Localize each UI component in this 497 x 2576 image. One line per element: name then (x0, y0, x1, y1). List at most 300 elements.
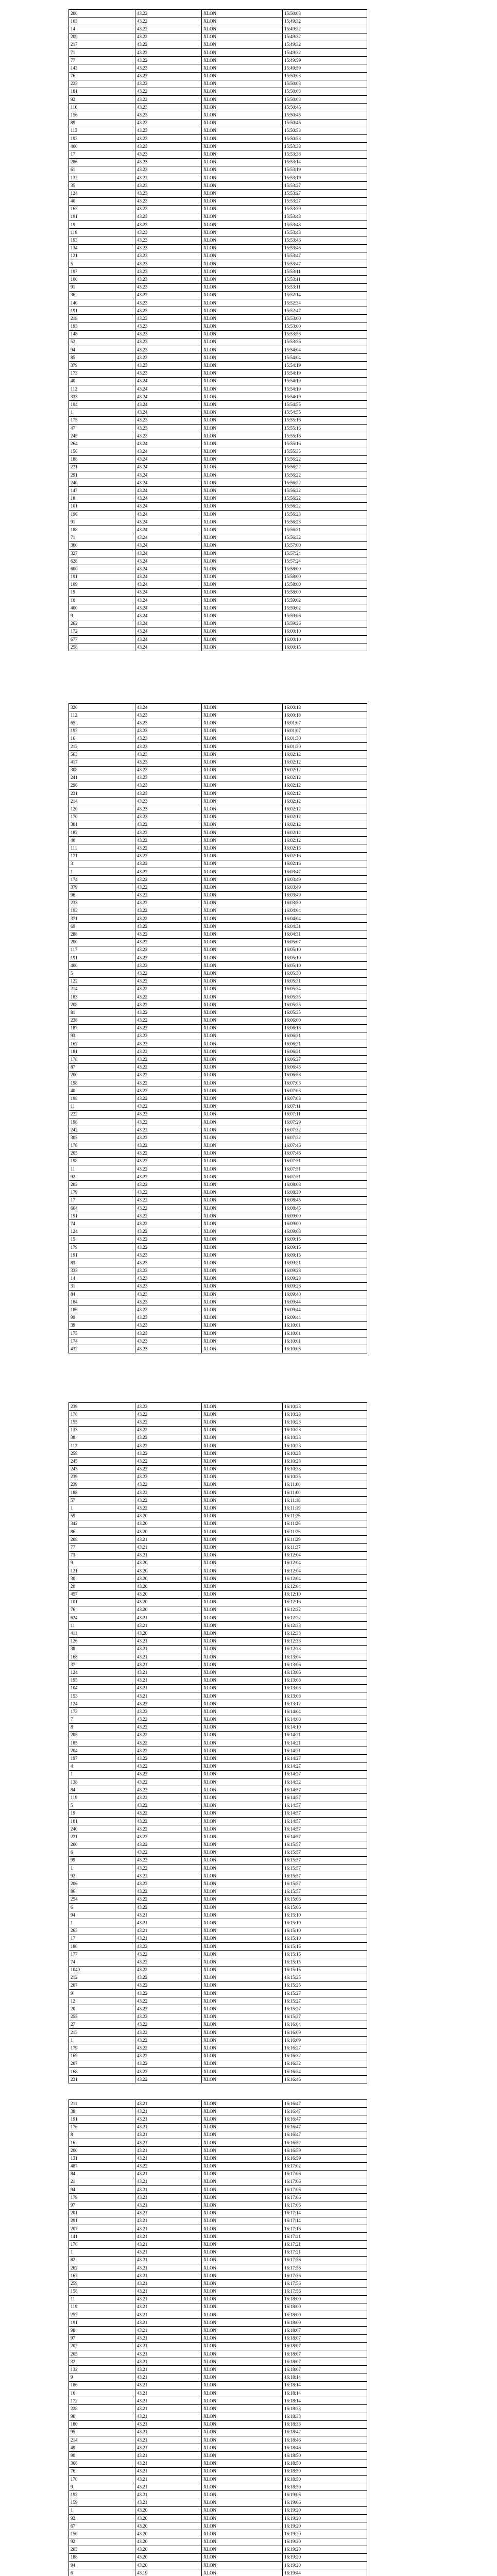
market-cell: XLON (202, 1676, 283, 1684)
time-cell: 16:18:46 (283, 2436, 367, 2444)
price-cell: 43.21 (135, 2311, 202, 2319)
volume-cell: 27 (69, 2021, 135, 2028)
price-cell: 43.21 (135, 2452, 202, 2460)
time-cell: 15:50:03 (283, 88, 367, 95)
volume-cell: 200 (69, 1841, 135, 1849)
time-cell: 15:53:47 (283, 260, 367, 268)
table-row (69, 2538, 367, 2546)
volume-cell: 20 (69, 2005, 135, 2013)
price-cell: 43.24 (135, 643, 202, 651)
time-cell: 16:07:11 (283, 1103, 367, 1110)
time-cell: 16:16:27 (283, 2044, 367, 2052)
time-cell: 15:58:00 (283, 573, 367, 581)
volume-cell: 193 (69, 236, 135, 244)
market-cell: XLON (202, 1314, 283, 1321)
time-cell: 15:50:03 (283, 72, 367, 80)
price-cell: 43.21 (135, 1919, 202, 1927)
time-cell: 15:50:03 (283, 96, 367, 104)
table-row (69, 229, 367, 236)
table-row (69, 2076, 367, 2083)
price-cell: 43.23 (135, 424, 202, 432)
time-cell: 16:10:01 (283, 1321, 367, 1329)
price-cell: 43.23 (135, 432, 202, 440)
table-row (69, 455, 367, 463)
time-cell: 16:18:07 (283, 2334, 367, 2342)
time-cell: 16:19:20 (283, 2538, 367, 2546)
volume-cell: 180 (69, 1942, 135, 1950)
market-cell: XLON (202, 876, 283, 884)
market-cell: XLON (202, 860, 283, 868)
price-cell: 43.22 (135, 1997, 202, 2005)
market-cell: XLON (202, 2553, 283, 2561)
time-cell: 16:04:04 (283, 915, 367, 923)
volume-cell: 119 (69, 2303, 135, 2311)
price-cell: 43.22 (135, 1411, 202, 1418)
volume-cell: 167 (69, 2272, 135, 2280)
volume-cell: 172 (69, 2397, 135, 2405)
volume-cell: 201 (69, 2209, 135, 2217)
time-cell: 16:19:20 (283, 2562, 367, 2569)
market-cell: XLON (202, 1630, 283, 1637)
price-cell: 43.21 (135, 2256, 202, 2264)
volume-cell: 6 (69, 1904, 135, 1911)
time-cell: 16:09:00 (283, 1220, 367, 1228)
price-cell: 43.21 (135, 2327, 202, 2334)
time-cell: 16:17:56 (283, 2272, 367, 2280)
table-row (69, 1551, 367, 1559)
time-cell: 16:15:57 (283, 1841, 367, 1849)
table-row (69, 612, 367, 620)
time-cell: 16:07:51 (283, 1173, 367, 1181)
volume-cell: 170 (69, 2476, 135, 2483)
table-row (69, 962, 367, 970)
volume-cell: 1 (69, 2506, 135, 2514)
volume-cell: 76 (69, 1606, 135, 1614)
volume-cell: 174 (69, 1337, 135, 1345)
volume-cell: 94 (69, 346, 135, 354)
market-cell: XLON (202, 330, 283, 338)
price-cell: 43.22 (135, 1958, 202, 1966)
table-row (69, 1653, 367, 1661)
price-cell: 43.24 (135, 463, 202, 471)
price-cell: 43.23 (135, 1330, 202, 1337)
volume-cell: 174 (69, 876, 135, 884)
market-cell: XLON (202, 2060, 283, 2067)
time-cell: 16:02:12 (283, 766, 367, 774)
time-cell: 16:05:10 (283, 946, 367, 954)
table-row (69, 471, 367, 479)
volume-cell: 238 (69, 1016, 135, 1024)
table-row (69, 1904, 367, 1911)
volume-cell: 126 (69, 1637, 135, 1645)
time-cell: 15:57:24 (283, 549, 367, 557)
table-row (69, 1118, 367, 1126)
table-row (69, 1251, 367, 1259)
table-row (69, 1669, 367, 1676)
price-cell: 43.22 (135, 1165, 202, 1173)
volume-cell: 191 (69, 2115, 135, 2123)
table-row (69, 1205, 367, 1212)
time-cell: 15:56:23 (283, 518, 367, 526)
table-row (69, 1282, 367, 1290)
volume-cell: 138 (69, 1778, 135, 1786)
volume-cell: 86 (69, 1528, 135, 1536)
time-cell: 16:05:10 (283, 962, 367, 970)
time-cell: 16:15:10 (283, 1935, 367, 1942)
table-row (69, 495, 367, 502)
market-cell: XLON (202, 1951, 283, 1958)
table-row (69, 291, 367, 299)
time-cell: 16:07:46 (283, 1142, 367, 1149)
price-cell: 43.21 (135, 1669, 202, 1676)
market-cell: XLON (202, 2327, 283, 2334)
volume-cell: 39 (69, 1321, 135, 1329)
volume-cell: 241 (69, 774, 135, 782)
price-cell: 43.21 (135, 2295, 202, 2303)
market-cell: XLON (202, 252, 283, 260)
volume-cell: 193 (69, 907, 135, 914)
table-row (69, 1802, 367, 1809)
price-cell: 43.21 (135, 1661, 202, 1669)
time-cell: 16:09:21 (283, 1259, 367, 1267)
time-cell: 16:02:12 (283, 805, 367, 813)
market-cell: XLON (202, 711, 283, 719)
price-cell: 43.23 (135, 369, 202, 377)
price-cell: 43.22 (135, 1856, 202, 1864)
market-cell: XLON (202, 1669, 283, 1676)
volume-cell: 132 (69, 174, 135, 181)
table-row (69, 1645, 367, 1653)
price-cell: 43.23 (135, 276, 202, 283)
price-cell: 43.23 (135, 805, 202, 813)
price-cell: 43.22 (135, 1009, 202, 1016)
market-cell: XLON (202, 1079, 283, 1087)
price-cell: 43.21 (135, 1637, 202, 1645)
volume-cell: 124 (69, 1228, 135, 1235)
price-cell: 43.23 (135, 1275, 202, 1282)
table-row (69, 2147, 367, 2155)
volume-cell: 97 (69, 2201, 135, 2209)
volume-cell: 202 (69, 1181, 135, 1189)
volume-cell: 192 (69, 2491, 135, 2499)
market-cell: XLON (202, 354, 283, 362)
market-cell: XLON (202, 2350, 283, 2358)
table-row (69, 790, 367, 798)
volume-cell: 132 (69, 2366, 135, 2374)
market-cell: XLON (202, 244, 283, 252)
market-cell: XLON (202, 236, 283, 244)
table-row (69, 2452, 367, 2460)
table-row (69, 1919, 367, 1927)
time-cell: 16:15:57 (283, 1888, 367, 1895)
price-cell: 43.22 (135, 1895, 202, 1903)
time-cell: 16:18:14 (283, 2374, 367, 2381)
time-cell: 16:14:04 (283, 1708, 367, 1716)
volume-cell: 15 (69, 1235, 135, 1243)
table-row (69, 1056, 367, 1063)
time-cell: 16:11:26 (283, 1512, 367, 1520)
volume-cell: 308 (69, 766, 135, 774)
market-cell: XLON (202, 1958, 283, 1966)
time-cell: 15:53:00 (283, 323, 367, 330)
table-row (69, 751, 367, 758)
volume-cell: 200 (69, 938, 135, 946)
time-cell: 15:54:55 (283, 409, 367, 416)
time-cell: 16:07:03 (283, 1087, 367, 1095)
volume-cell: 90 (69, 2452, 135, 2460)
table-row (69, 1872, 367, 1880)
market-cell: XLON (202, 2225, 283, 2233)
time-cell: 16:12:04 (283, 1551, 367, 1559)
time-cell: 16:18:07 (283, 2350, 367, 2358)
market-cell: XLON (202, 2499, 283, 2506)
time-cell: 16:14:21 (283, 1739, 367, 1747)
time-cell: 16:18:33 (283, 2420, 367, 2428)
volume-cell: 198 (69, 1157, 135, 1165)
volume-cell: 240 (69, 1825, 135, 1833)
table-row (69, 2178, 367, 2185)
price-cell: 43.22 (135, 977, 202, 985)
price-cell: 43.22 (135, 1228, 202, 1235)
price-cell: 43.22 (135, 1173, 202, 1181)
volume-cell: 400 (69, 143, 135, 150)
market-cell: XLON (202, 758, 283, 766)
market-cell: XLON (202, 33, 283, 41)
price-cell: 43.22 (135, 993, 202, 1001)
price-cell: 43.23 (135, 299, 202, 307)
time-cell: 15:53:56 (283, 338, 367, 346)
table-row (69, 2413, 367, 2420)
time-cell: 16:14:57 (283, 1817, 367, 1825)
trade-table-page-2 (68, 703, 367, 1353)
volume-cell: 124 (69, 1700, 135, 1708)
table-row (69, 1173, 367, 1181)
time-cell: 16:18:50 (283, 2467, 367, 2475)
table-row (69, 111, 367, 119)
table-row (69, 1235, 367, 1243)
time-cell: 16:04:31 (283, 923, 367, 930)
volume-cell: 76 (69, 2467, 135, 2475)
table-row (69, 1291, 367, 1298)
time-cell: 16:12:10 (283, 1590, 367, 1598)
price-cell: 43.24 (135, 604, 202, 612)
price-cell: 43.22 (135, 1904, 202, 1911)
market-cell: XLON (202, 1251, 283, 1259)
market-cell: XLON (202, 495, 283, 502)
table-row (69, 2100, 367, 2108)
volume-cell: 4 (69, 1762, 135, 1770)
market-cell: XLON (202, 2037, 283, 2044)
market-cell: XLON (202, 2264, 283, 2272)
table-row (69, 1700, 367, 1708)
volume-cell: 320 (69, 704, 135, 711)
volume-cell: 191 (69, 954, 135, 962)
price-cell: 43.22 (135, 954, 202, 962)
table-row (69, 1770, 367, 1778)
price-cell: 43.21 (135, 2131, 202, 2139)
price-cell: 43.21 (135, 2186, 202, 2194)
price-cell: 43.23 (135, 127, 202, 134)
price-cell: 43.22 (135, 852, 202, 860)
volume-cell: 16 (69, 2139, 135, 2146)
table-row (69, 1314, 367, 1321)
market-cell: XLON (202, 346, 283, 354)
time-cell: 16:15:15 (283, 1958, 367, 1966)
price-cell: 43.23 (135, 1298, 202, 1306)
market-cell: XLON (202, 2397, 283, 2405)
volume-cell: 172 (69, 628, 135, 635)
volume-cell: 92 (69, 2538, 135, 2546)
price-cell: 43.24 (135, 588, 202, 596)
market-cell: XLON (202, 1157, 283, 1165)
market-cell: XLON (202, 899, 283, 907)
volume-cell: 84 (69, 2170, 135, 2178)
volume-cell: 92 (69, 96, 135, 104)
price-cell: 43.23 (135, 323, 202, 330)
market-cell: XLON (202, 268, 283, 276)
time-cell: 16:12:33 (283, 1622, 367, 1630)
volume-cell: 9 (69, 1559, 135, 1567)
price-cell: 43.23 (135, 1337, 202, 1345)
table-row (69, 2553, 367, 2561)
price-cell: 43.21 (135, 2358, 202, 2366)
table-row (69, 1833, 367, 1841)
volume-cell: 262 (69, 2264, 135, 2272)
table-row (69, 774, 367, 782)
market-cell: XLON (202, 1942, 283, 1950)
market-cell: XLON (202, 620, 283, 628)
time-cell: 16:15:15 (283, 1942, 367, 1950)
price-cell: 43.21 (135, 2123, 202, 2131)
time-cell: 16:09:15 (283, 1243, 367, 1251)
market-cell: XLON (202, 182, 283, 190)
market-cell: XLON (202, 891, 283, 899)
volume-cell: 85 (69, 354, 135, 362)
market-cell: XLON (202, 2194, 283, 2201)
volume-cell: 239 (69, 1403, 135, 1411)
table-row (69, 2499, 367, 2506)
volume-cell: 1 (69, 1919, 135, 1927)
time-cell: 16:01:30 (283, 742, 367, 750)
market-cell: XLON (202, 821, 283, 828)
price-cell: 43.20 (135, 2530, 202, 2538)
volume-cell: 214 (69, 798, 135, 805)
time-cell: 16:05:35 (283, 1009, 367, 1016)
volume-cell: 5 (69, 260, 135, 268)
price-cell: 43.22 (135, 907, 202, 914)
time-cell: 16:02:12 (283, 837, 367, 844)
volume-cell: 379 (69, 362, 135, 369)
volume-cell: 74 (69, 1958, 135, 1966)
market-cell: XLON (202, 1512, 283, 1520)
price-cell: 43.22 (135, 1040, 202, 1048)
volume-cell: 94 (69, 2562, 135, 2569)
volume-cell: 181 (69, 88, 135, 95)
price-cell: 43.24 (135, 534, 202, 541)
time-cell: 16:18:50 (283, 2483, 367, 2491)
table-row (69, 628, 367, 635)
time-cell: 15:56:32 (283, 534, 367, 541)
table-row (69, 1465, 367, 1473)
price-cell: 43.21 (135, 2350, 202, 2358)
price-cell: 43.22 (135, 2052, 202, 2060)
volume-cell: 191 (69, 307, 135, 315)
table-row (69, 385, 367, 393)
time-cell: 16:07:46 (283, 1149, 367, 1157)
table-row (69, 2170, 367, 2178)
market-cell: XLON (202, 1063, 283, 1071)
price-cell: 43.22 (135, 1205, 202, 1212)
volume-cell: 188 (69, 2553, 135, 2561)
market-cell: XLON (202, 2108, 283, 2115)
time-cell: 16:08:30 (283, 1189, 367, 1196)
volume-cell: 71 (69, 48, 135, 56)
volume-cell: 131 (69, 2155, 135, 2162)
table-row (69, 377, 367, 385)
volume-cell: 255 (69, 2013, 135, 2021)
volume-cell: 188 (69, 526, 135, 534)
table-row (69, 1189, 367, 1196)
table-row (69, 1504, 367, 1512)
price-cell: 43.22 (135, 1465, 202, 1473)
market-cell: XLON (202, 2546, 283, 2553)
volume-cell: 209 (69, 33, 135, 41)
price-cell: 43.22 (135, 1700, 202, 1708)
time-cell: 16:16:32 (283, 2060, 367, 2067)
table-row (69, 1544, 367, 1551)
market-cell: XLON (202, 57, 283, 64)
table-row (69, 315, 367, 323)
price-cell: 43.22 (135, 1770, 202, 1778)
market-cell: XLON (202, 1481, 283, 1488)
time-cell: 16:14:57 (283, 1825, 367, 1833)
volume-cell: 101 (69, 1598, 135, 1606)
volume-cell: 217 (69, 41, 135, 48)
market-cell: XLON (202, 1895, 283, 1903)
price-cell: 43.22 (135, 1841, 202, 1849)
time-cell: 16:00:10 (283, 636, 367, 643)
table-row (69, 2280, 367, 2287)
market-cell: XLON (202, 1919, 283, 1927)
market-cell: XLON (202, 813, 283, 821)
table-row (69, 299, 367, 307)
time-cell: 16:12:33 (283, 1637, 367, 1645)
time-cell: 16:10:23 (283, 1411, 367, 1418)
table-row (69, 2155, 367, 2162)
price-cell: 43.22 (135, 946, 202, 954)
market-cell: XLON (202, 2514, 283, 2522)
volume-cell: 122 (69, 977, 135, 985)
price-cell: 43.24 (135, 471, 202, 479)
time-cell: 16:19:06 (283, 2491, 367, 2499)
table-row (69, 1528, 367, 1536)
market-cell: XLON (202, 307, 283, 315)
table-row (69, 10, 367, 18)
price-cell: 43.23 (135, 742, 202, 750)
table-row (69, 860, 367, 868)
market-cell: XLON (202, 487, 283, 495)
price-cell: 43.21 (135, 1614, 202, 1622)
volume-cell: 218 (69, 315, 135, 323)
table-row (69, 1181, 367, 1189)
price-cell: 43.22 (135, 2044, 202, 2052)
volume-cell: 202 (69, 2342, 135, 2350)
volume-cell: 205 (69, 1149, 135, 1157)
market-cell: XLON (202, 104, 283, 111)
time-cell: 16:07:03 (283, 1095, 367, 1103)
time-cell: 16:02:12 (283, 821, 367, 828)
volume-cell: 118 (69, 229, 135, 236)
